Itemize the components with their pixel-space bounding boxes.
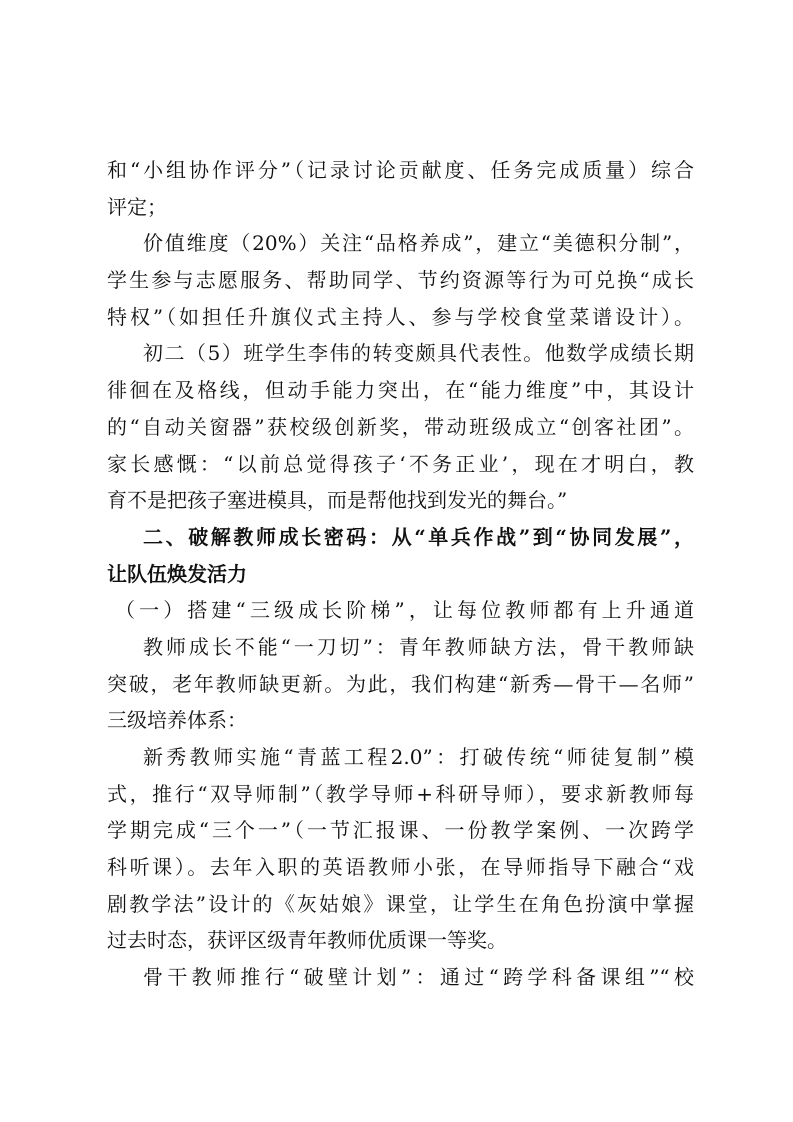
text-line: 徘徊在及格线，但动手能力突出，在“能力维度”中，其设计 [107, 378, 694, 403]
text-line: 突破，老年教师缺更新。为此，我们构建“新秀—骨干—名师” [107, 671, 694, 696]
document-page [107, 152, 694, 996]
text-line: 骨干教师推行“破壁计划”：通过“跨学科备课组”“校 [143, 965, 694, 990]
text-line: 剧教学法”设计的《灰姑娘》课堂，让学生在角色扮演中掌握 [107, 891, 694, 916]
text-line: 和“小组协作评分”（记录讨论贡献度、任务完成质量）综合 [107, 158, 694, 182]
section-heading: 让队伍焕发活力 [107, 561, 247, 586]
text-line: 育不是把孩子塞进模具，而是帮他找到发光的舞台。” [107, 488, 568, 513]
text-line: 家长感慨：“以前总觉得孩子‘不务正业’，现在才明白，教 [107, 451, 694, 476]
section-heading: 二、破解教师成长密码：从“单兵作战”到“协同发展”， [143, 524, 694, 549]
text-line: 新秀教师实施“青蓝工程2.0”：打破传统“师徒复制”模 [143, 745, 694, 769]
text-line: 三级培养体系： [107, 708, 247, 733]
text-line: 评定； [107, 194, 167, 219]
text-line: 学期完成“三个一”（一节汇报课、一份教学案例、一次跨学 [107, 818, 694, 843]
text-line: 式，推行“双导师制”（教学导师+科研导师），要求新教师每 [107, 781, 694, 806]
subsection-heading: （一）搭建“三级成长阶梯”，让每位教师都有上升通道 [115, 598, 694, 623]
text-line: 的“自动关窗器”获校级创新奖，带动班级成立“创客社团”。 [107, 414, 694, 439]
text-line: 学生参与志愿服务、帮助同学、节约资源等行为可兑换“成长 [107, 268, 694, 293]
text-line: 特权”（如担任升旗仪式主持人、参与学校食堂菜谱设计）。 [107, 304, 694, 329]
text-line: 初二（5）班学生李伟的转变颇具代表性。他数学成绩长期 [143, 341, 694, 366]
text-line: 科听课）。去年入职的英语教师小张，在导师指导下融合“戏 [107, 855, 694, 880]
text-line: 价值维度（20%）关注“品格养成”，建立“美德积分制”， [143, 231, 694, 256]
text-line: 过去时态，获评区级青年教师优质课一等奖。 [107, 928, 507, 953]
text-line: 教师成长不能“一刀切”：青年教师缺方法，骨干教师缺 [143, 634, 694, 659]
